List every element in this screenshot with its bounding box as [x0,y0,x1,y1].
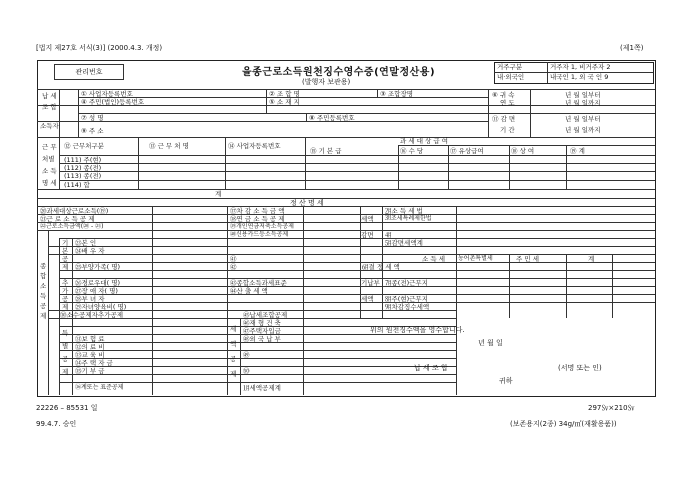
reduction-label-2: 기 간 [500,126,515,134]
tax-credit-side-3: 공 [230,355,237,363]
field-address: ⑤ 소 재 지 [269,98,300,106]
payer-row-label-1: 납 세 [42,92,57,100]
col-resident-tax: 주 민 세 [516,255,539,263]
prepaid-side-1: 기납부 [361,279,380,287]
total-deduction-side-2: 합 [40,272,47,280]
nationality-value: 내국인 1, 외 국 인 9 [550,73,609,81]
add-side-4: 제 [62,303,69,311]
form-subtitle: (발행자 보관용) [302,78,351,86]
work-side-2: 처별 [42,155,55,163]
special-side-4: 제 [62,368,69,376]
minor-earner-row: ㉚소수공제자추가공제 [60,311,124,319]
net-income-row: ㊲차 감 소 득 금 액 [230,207,285,215]
spouse-deduction-row: ㉔배 우 자 [75,247,105,255]
tax-credit-side-4: 제 [230,370,237,378]
foreign-payment-row: ㊽외 국 납 부 [243,335,281,343]
work-row-4: (114) 합 [64,181,90,189]
blank-exempt-row: ㋃ [385,231,392,239]
field-earner-address: ⑨ 주 소 [81,127,104,135]
field-union-head: ③ 조합장명 [380,90,414,98]
special-tax-law-row: ㋂조세특례제한법 [385,215,432,222]
nationality-label: 내·외국인 [497,73,525,81]
prev-work-row: ㋆종(전)근무지 [385,279,428,287]
basic-side-1: 기 [62,239,69,247]
total-deduction-side-4: 득 [40,292,47,300]
exemption-side-1: 세액 [361,215,374,223]
attribution-year-label-2: 연 도 [500,99,515,107]
pension-deduction-row: ㊳연 금 소 득 공 제 [230,215,285,223]
total-deduction-side-1: 종 [40,262,47,270]
addressee: 귀하 [499,377,513,385]
total-exempt-row: ㋄감면세액계 [385,239,423,247]
attribution-to: 년 월 일까지 [565,99,601,107]
field-union-name: ② 조 합 명 [269,90,300,98]
form-code: 22226 – 85531 일 [36,404,98,412]
self-deduction-row: ㉓본 인 [75,239,97,247]
receipt-date: 년 월 일 [478,339,503,347]
page-side-label: (제1쪽) [620,44,644,52]
labor-income-amount-row: ㉒근로소득금액(⑳ - ㉑) [40,223,104,230]
special-side-1: 특 [62,329,69,337]
field-corp-reg: ④ 주민(법인)등록번호 [81,98,145,106]
col-work-reg: ⑭ 사업자등록번호 [228,142,281,150]
work-row-2: (112) 종(전) [64,164,102,172]
education-row: ㉝교 육 비 [75,351,105,359]
basic-side-3: 공 [62,255,69,263]
credit-card-row: ㊵신용카드등소득공제 [230,231,289,238]
settlement-header: 정 산 명 세 [290,199,324,207]
total-deduction-side-6: 제 [40,312,47,320]
residence-value: 거주자 1, 비거주자 2 [550,63,611,71]
exemption-side-2: 감면 [361,231,374,239]
current-work-row: ㋇주(현)근무지 [385,295,428,303]
col-total: ⑲ 계 [570,147,585,155]
housing-fund-row: ㉞주 택 자 금 [75,359,113,367]
paper-size: 297㏜×210㏜ [588,404,635,412]
blank-row-2: ㊷ [230,263,237,271]
balance-tax-row: ㋈차감징수세액 [385,303,430,311]
approval-date: 99.4.7. 승인 [36,420,77,428]
management-number-label: 관리번호 [54,64,124,80]
col-bonus: ⑱ 상 여 [511,147,535,155]
payer-row-label-2: 조 합 [42,103,57,111]
prepaid-side-2: 세액 [361,295,374,303]
work-row-1: (111) 주(현) [64,156,102,164]
add-side-3: 공 [62,295,69,303]
col-rural-tax: 농어촌특별세 [458,255,493,262]
determined-tax-row: ㋅결 정 세 액 [362,263,400,271]
field-resident-number: ⑧ 주민등록번호 [309,114,355,122]
tax-credit-side-1: 세 [230,325,237,333]
reduction-to: 년 월 일까지 [565,126,601,134]
special-side-3: 공 [62,355,69,363]
union-signature-label: 납 세 조 합 [414,364,448,372]
work-side-3: 소 득 [42,167,57,175]
col-total-tax: 계 [588,255,595,263]
medical-row: ㉜의 료 비 [75,343,105,351]
female-row: ㉘부 녀 자 [75,295,105,303]
paper-type: (보존용지(2종) 34g/㎡(재활용품)) [510,420,617,428]
childcare-row: ㉙자녀양육비( 명) [75,303,127,311]
col-abroad: ⑰ 유상급여 [450,147,484,155]
work-side-1: 근 무 [42,143,57,151]
work-row-3: (113) 종(전) [64,172,102,180]
attribution-from: 년 월 일부터 [565,91,601,99]
basic-side-4: 제 [62,263,69,271]
tax-credit-side-2: 액 [230,340,237,348]
blank-row-1: ㊶ [230,255,237,263]
taxable-income-row: ⑳과세대상근로소득(⑲) [40,207,109,215]
donation-row: ㉟기 부 금 [75,367,105,375]
field-business-reg: ① 사업자등록번호 [81,90,133,98]
form-title: 을종근로소득원천징수영수증(연말정산용) [242,67,436,78]
housing-loan-row: ㊼주택자입금 [243,327,281,335]
rebuild-row: ㊻재 형 건 축 [243,319,281,327]
form-reference: [법지 제27호 서식(3)] (2000.4.3. 개정) [36,44,163,52]
total-deduction-side-5: 공 [40,302,47,310]
special-side-2: 별 [62,342,69,350]
total-deduction-side-3: 소 [40,282,47,290]
form-frame [37,60,656,397]
labor-deduction-row: ㉑근 로 소 득 공 제 [40,215,95,223]
elderly-row: ㉖경로우대( 명) [75,279,121,287]
computed-tax-row: ㊹산 출 세 액 [230,287,268,295]
disabled-row: ㉗장 애 자( 명) [75,287,118,295]
work-row-total: 계 [215,190,222,198]
col-work-name: ⑬ 근 무 처 명 [149,142,189,150]
col-work-type: ⑫ 근무처구분 [64,142,104,150]
earner-label: 소득자 [40,122,59,130]
add-side-1: 추 [62,279,69,287]
tax-base-row: ㊸종합소득과세표준 [230,279,287,287]
blank-credit-row-1: ㊾ [243,351,250,359]
add-side-2: 가 [62,287,69,295]
standard-deduction-row: ㊱계또는 표준공제 [75,384,124,391]
work-side-4: 명 세 [42,179,57,187]
personal-pension-row: ㊴개인연금저축소득공제 [230,223,294,230]
income-tax-law-row: ㋁소 득 세 법 [385,207,423,215]
receipt-statement: 위의 원천징수액을 영수합니다. [370,326,465,334]
basic-side-2: 본 [62,247,69,255]
taxable-header: 과 세 대 상 급 여 [400,137,449,145]
reduction-label: ⑪ 감 면 [492,115,516,123]
reduction-from: 년 월 일부터 [565,115,601,123]
union-credit-row: ㊺납세조합공제 [243,311,288,319]
residence-label: 거주구분 [497,63,523,71]
col-income-tax: 소 득 세 [422,255,445,263]
insurance-row: ㉛보 험 료 [75,335,105,343]
field-earner-name: ⑦ 성 명 [81,114,104,122]
blank-credit-row-2: ㊿ [243,367,250,375]
attribution-year-label: ⑥ 귀 속 [492,91,515,99]
col-allowance: ⑯ 수 당 [400,147,424,155]
total-credit-row: ㋀세액공제계 [243,384,281,392]
sign-or-seal: (서명 또는 인) [558,364,602,372]
dependents-row: ㉕부양가족( 명) [75,263,121,271]
col-base-pay: ⑮ 기 본 급 [310,147,342,155]
